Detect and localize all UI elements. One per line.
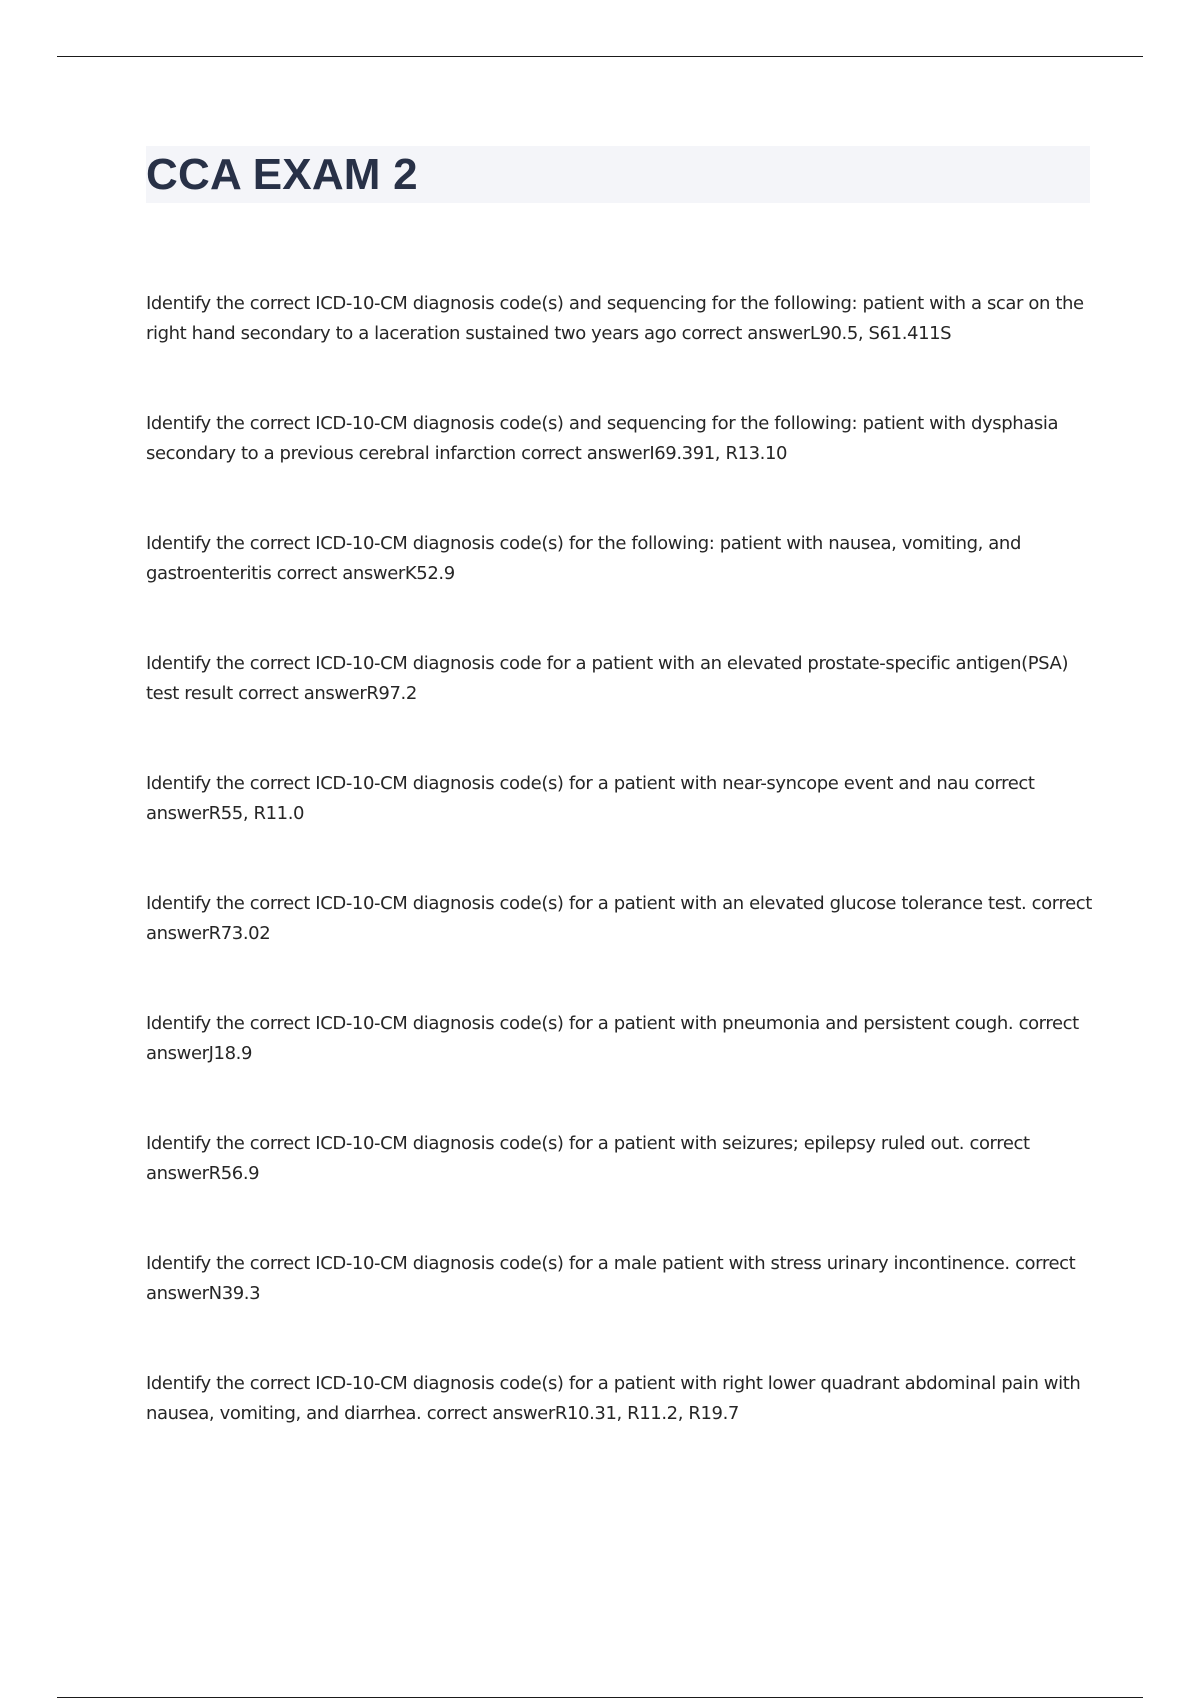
answer-code: R97.2 — [366, 683, 417, 704]
qa-item — [146, 528, 1096, 648]
question-text: Identify the correct ICD-10-CM diagnosis code(s) for a patient with near-syncope event and nau — [146, 773, 970, 794]
answer-code: I69.391, R13.10 — [649, 443, 788, 464]
answer-code: R55, R11.0 — [208, 803, 305, 824]
qa-list — [146, 288, 1096, 1488]
qa-item — [146, 408, 1096, 528]
qa-item — [146, 1128, 1096, 1248]
answer-code: R56.9 — [208, 1163, 260, 1184]
answer-label: correct answer — [146, 893, 1092, 944]
question-text: Identify the correct ICD-10-CM diagnosis code for a patient with an elevated prostate-specific antigen(PSA) test result — [146, 653, 1069, 704]
answer-label: correct answer — [146, 773, 1035, 824]
answer-label: correct answer — [426, 1403, 555, 1424]
answer-label: correct answer — [146, 1133, 1030, 1184]
header-rule — [57, 56, 1143, 57]
question-text: Identify the correct ICD-10-CM diagnosis code(s) for a patient with right lower quadrant abdominal pain with nausea, vomiting, and diarrhea. — [146, 1373, 1081, 1424]
question-text: Identify the correct ICD-10-CM diagnosis code(s) for a patient with pneumonia and persistent cough. — [146, 1013, 1014, 1034]
answer-code: J18.9 — [208, 1043, 253, 1064]
page-title: CCA EXAM 2 — [146, 150, 418, 199]
qa-item — [146, 1368, 1096, 1488]
question-text: Identify the correct ICD-10-CM diagnosis code(s) for the following: patient with nausea, vomiting, and gastroenteritis — [146, 533, 1021, 584]
answer-code: N39.3 — [208, 1283, 261, 1304]
answer-code: K52.9 — [404, 563, 455, 584]
qa-item — [146, 648, 1096, 768]
footer-rule — [57, 1697, 1143, 1698]
answer-code: R10.31, R11.2, R19.7 — [554, 1403, 739, 1424]
answer-label: correct answer — [146, 1013, 1079, 1064]
answer-label: correct answer — [521, 443, 650, 464]
qa-item — [146, 888, 1096, 1008]
question-text: Identify the correct ICD-10-CM diagnosis code(s) for a patient with seizures; epilepsy ruled out. — [146, 1133, 965, 1154]
qa-item — [146, 1008, 1096, 1128]
qa-item — [146, 768, 1096, 888]
answer-label: correct answer — [276, 563, 405, 584]
question-text: Identify the correct ICD-10-CM diagnosis code(s) and sequencing for the following: patient with dysphasia secondary to a previous cerebral infarction — [146, 413, 1059, 464]
answer-label: correct answer — [238, 683, 367, 704]
answer-code: R73.02 — [208, 923, 271, 944]
answer-label: correct answer — [681, 323, 810, 344]
answer-code: L90.5, S61.411S — [809, 323, 952, 344]
answer-label: correct answer — [146, 1253, 1076, 1304]
question-text: Identify the correct ICD-10-CM diagnosis code(s) for a male patient with stress urinary incontinence. — [146, 1253, 1010, 1274]
qa-item — [146, 288, 1096, 408]
question-text: Identify the correct ICD-10-CM diagnosis code(s) and sequencing for the following: patient with a scar on the right hand secondary to a laceration sustained two years ago — [146, 293, 1084, 344]
qa-item — [146, 1248, 1096, 1368]
question-text: Identify the correct ICD-10-CM diagnosis code(s) for a patient with an elevated glucose tolerance test. — [146, 893, 1027, 914]
